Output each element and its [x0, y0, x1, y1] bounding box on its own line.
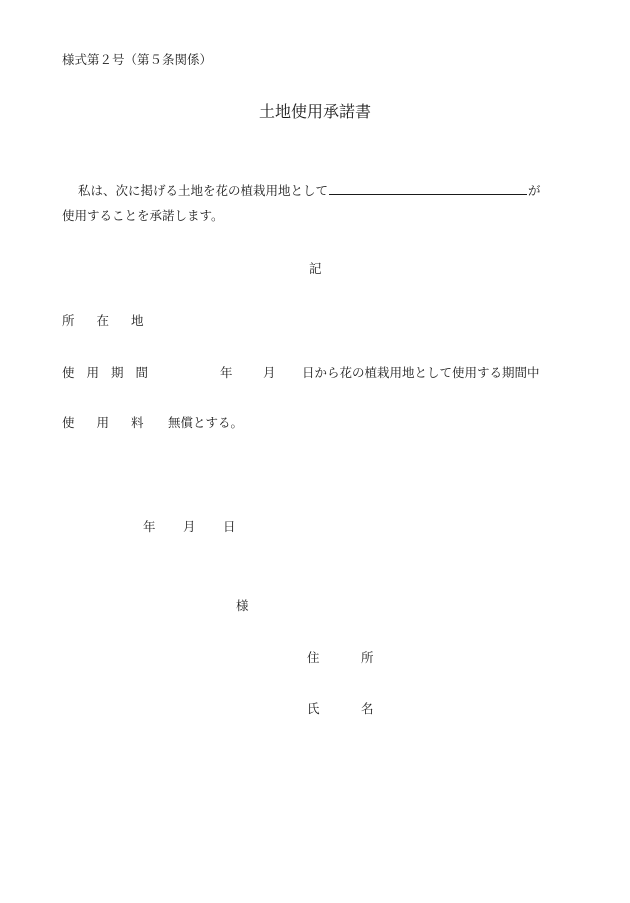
fee-label-char: 料 — [131, 415, 144, 430]
date-year-unit: 年 — [143, 519, 156, 534]
fee-label-char: 用 — [96, 415, 110, 430]
name-label-char: 名 — [361, 701, 374, 716]
location-label-char: 所 — [62, 313, 75, 328]
consent-text-before: 私は、次に掲げる土地を花の植栽用地として — [78, 183, 329, 198]
location-label-char: 地 — [131, 313, 144, 328]
consent-paragraph-line1 — [78, 183, 541, 198]
consent-paragraph-line2: 使用することを承諾します。 — [62, 208, 224, 223]
period-month-unit: 月 — [263, 365, 276, 380]
user-name-blank[interactable] — [329, 183, 527, 195]
period-label-char: 使 — [62, 365, 75, 380]
addressee-suffix: 様 — [236, 598, 249, 613]
date-month-unit: 月 — [183, 519, 196, 534]
period-label-char: 間 — [135, 365, 149, 380]
address-label-char: 住 — [307, 650, 320, 665]
location-label — [62, 315, 144, 328]
document-title: 土地使用承諾書 — [258, 102, 371, 121]
date-day-unit: 日 — [223, 519, 236, 534]
period-year-unit: 年 — [220, 365, 233, 380]
form-number: 様式第２号（第５条関係） — [62, 52, 213, 67]
period-label-char: 期 — [111, 365, 124, 380]
ki-heading: 記 — [309, 261, 322, 276]
fee-value: 無償とする。 — [168, 415, 244, 430]
fee-label — [62, 417, 144, 430]
consent-text-after: が — [528, 183, 541, 198]
address-label-char: 所 — [361, 650, 374, 665]
location-label-char: 在 — [96, 313, 110, 328]
period-text: 日から花の植栽用地として使用する期間中 — [302, 365, 540, 380]
fee-label-char: 使 — [62, 415, 75, 430]
period-label-char: 用 — [86, 365, 100, 380]
name-label-char: 氏 — [307, 701, 320, 716]
period-label — [62, 367, 148, 380]
